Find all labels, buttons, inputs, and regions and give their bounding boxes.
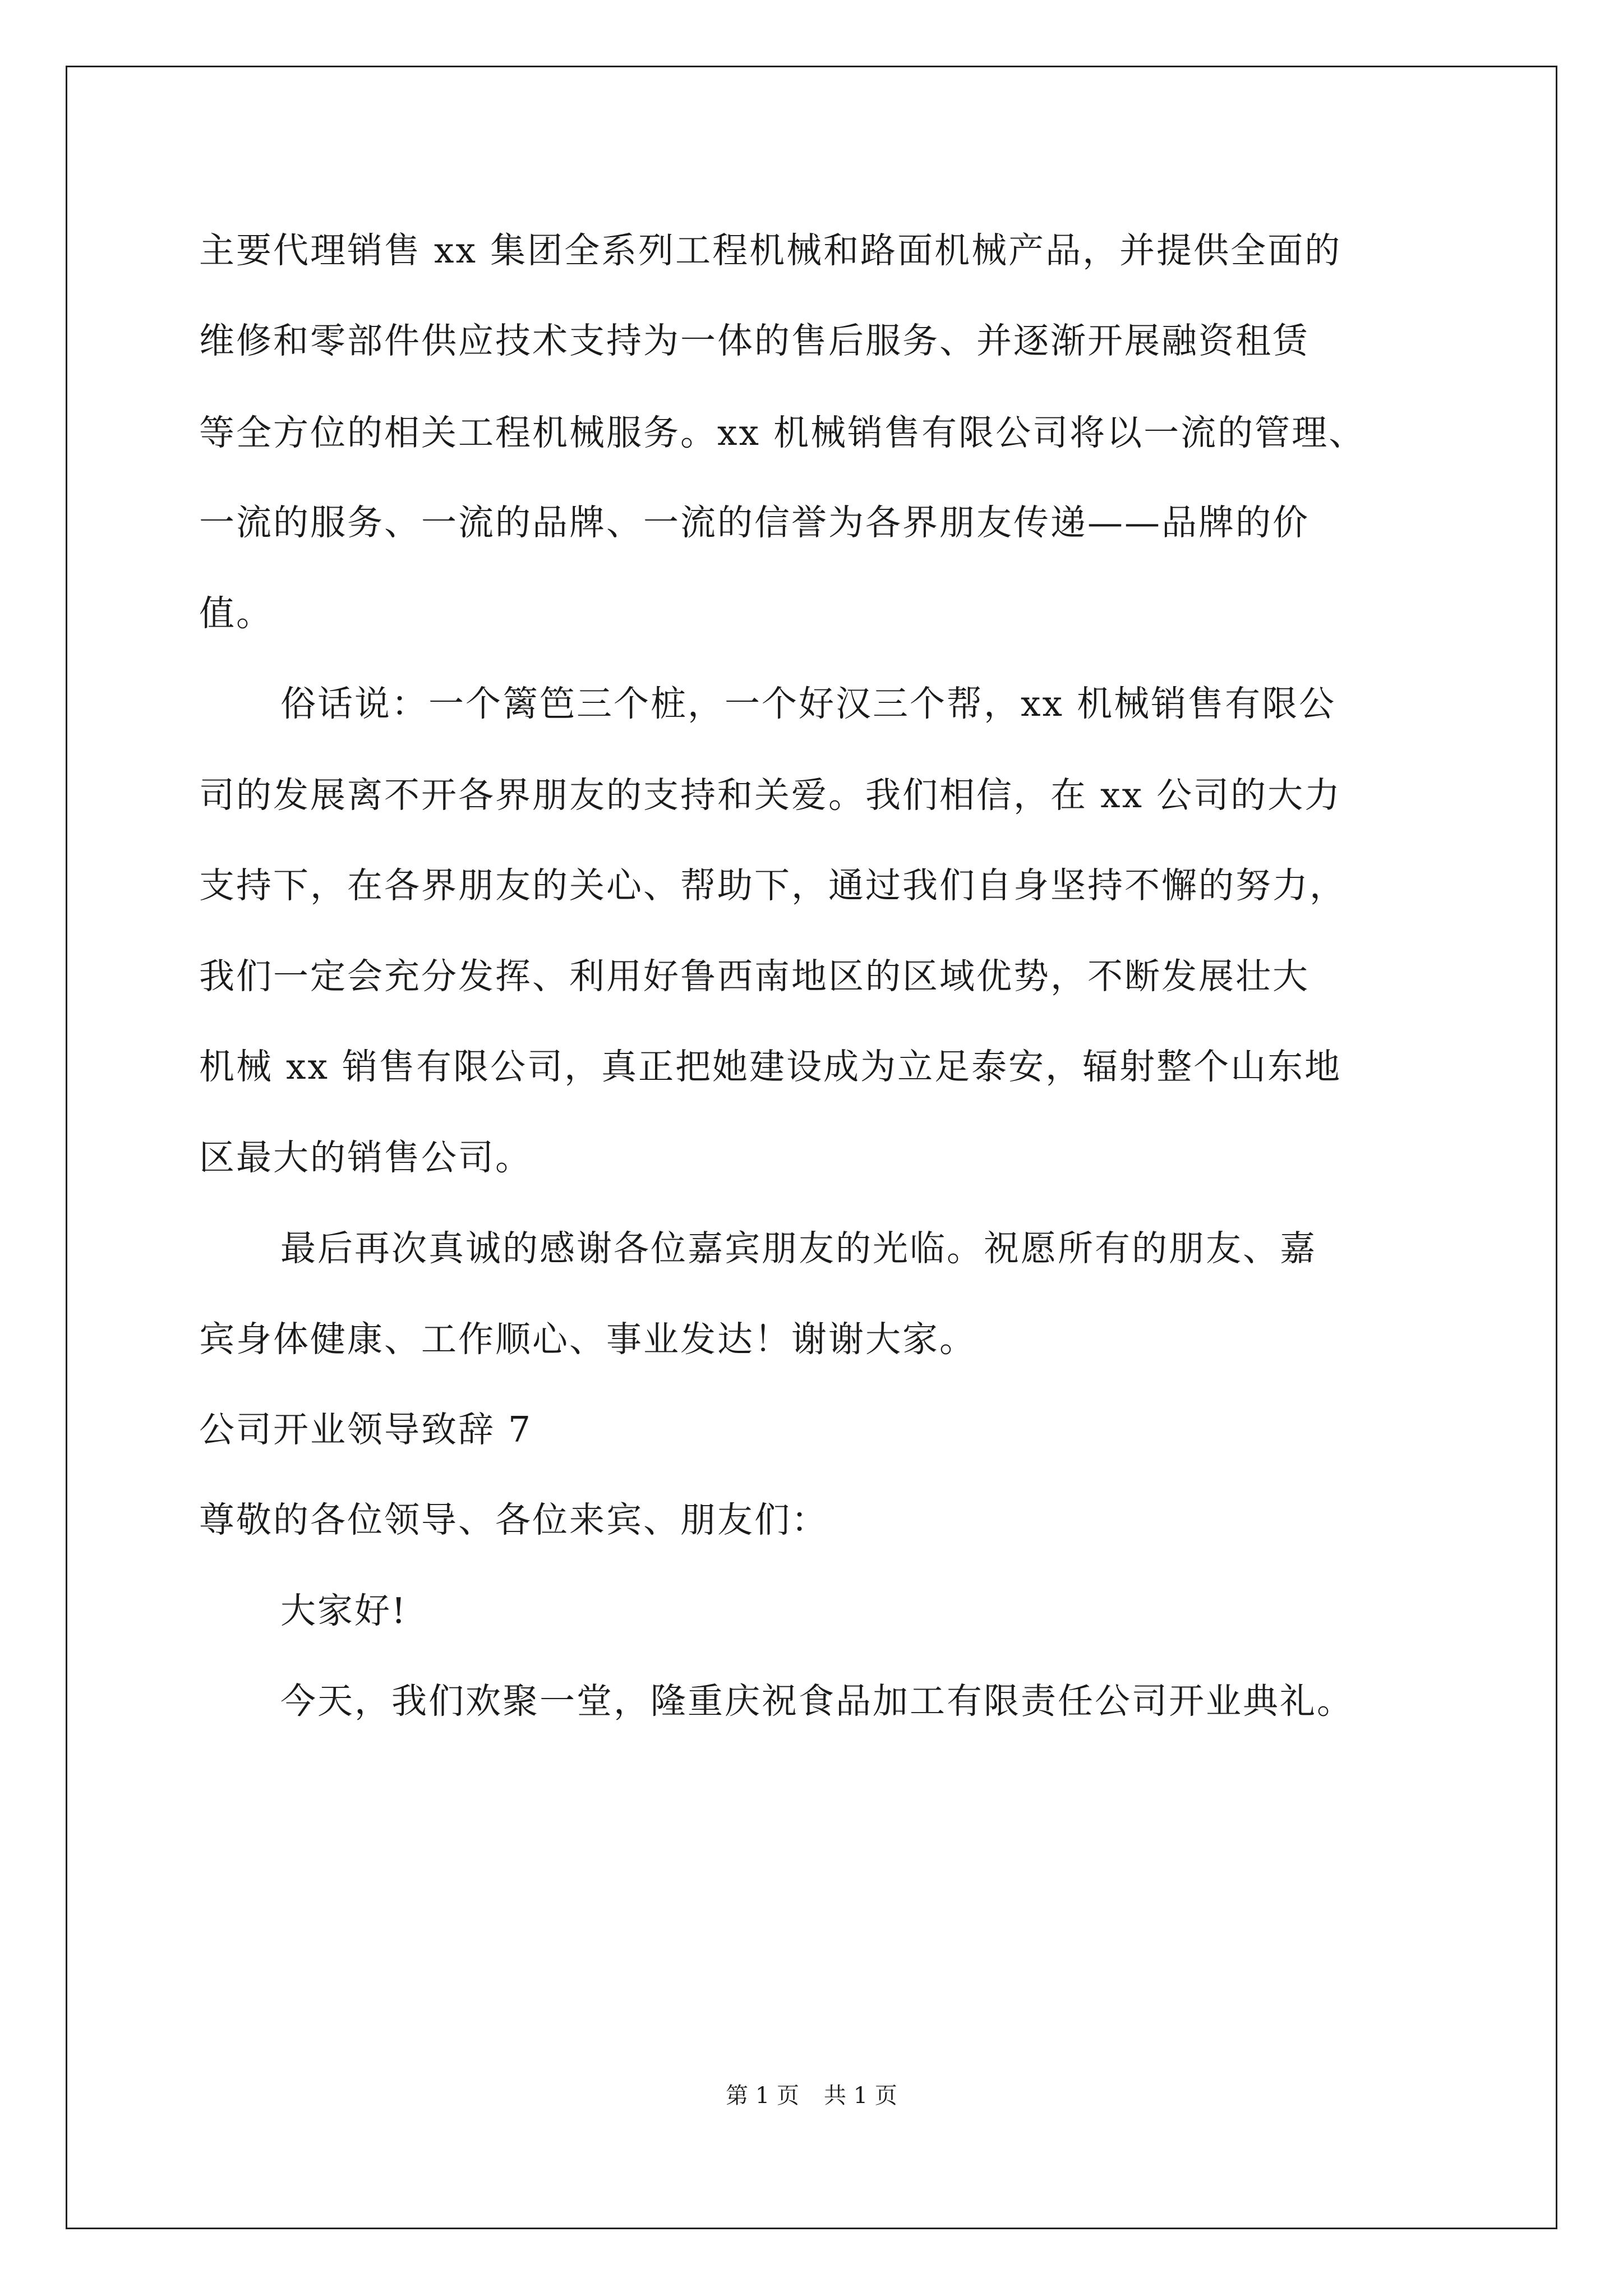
paragraph-3-line-1: 最后再次真诚的感谢各位嘉宾朋友的光临。祝愿所有的朋友、嘉 <box>280 1228 1317 1269</box>
paragraph-3-line-2: 宾身体健康、工作顺心、事业发达！谢谢大家。 <box>199 1319 976 1360</box>
paragraph-2-line-2: 司的发展离不开各界朋友的支持和关爱。我们相信，在 xx 公司的大力 <box>199 775 1342 816</box>
paragraph-1-line-5: 值。 <box>199 593 273 634</box>
salutation: 尊敬的各位领导、各位来宾、朋友们： <box>199 1499 828 1540</box>
paragraph-1-line-4: 一流的服务、一流的品牌、一流的信誉为各界朋友传递——品牌的价 <box>199 502 1310 543</box>
page-total: 共 1 页 <box>824 2083 897 2109</box>
page-number: 第 1 页 <box>726 2083 799 2109</box>
paragraph-2-line-4: 我们一定会充分发挥、利用好鲁西南地区的区域优势，不断发展壮大 <box>199 956 1310 997</box>
paragraph-4: 今天，我们欢聚一堂，隆重庆祝食品加工有限责任公司开业典礼。 <box>280 1681 1354 1722</box>
paragraph-2-line-6: 区最大的销售公司。 <box>199 1137 532 1178</box>
greeting: 大家好! <box>280 1590 408 1631</box>
paragraph-2-line-3: 支持下，在各界朋友的关心、帮助下，通过我们自身坚持不懈的努力， <box>199 865 1347 906</box>
paragraph-2-line-1: 俗话说：一个篱笆三个桩，一个好汉三个帮，xx 机械销售有限公 <box>280 683 1336 724</box>
section-title: 公司开业领导致辞 7 <box>199 1409 533 1450</box>
paragraph-1-line-3: 等全方位的相关工程机械服务。xx 机械销售有限公司将以一流的管理、 <box>199 412 1366 453</box>
page-footer <box>0 2085 1623 2107</box>
paragraph-1-line-1: 主要代理销售 xx 集团全系列工程机械和路面机械产品，并提供全面的 <box>199 230 1342 271</box>
paragraph-1-line-2: 维修和零部件供应技术支持为一体的售后服务、并逐渐开展融资租赁 <box>199 320 1310 361</box>
paragraph-2-line-5: 机械 xx 销售有限公司，真正把她建设成为立足泰安，辐射整个山东地 <box>199 1046 1342 1087</box>
